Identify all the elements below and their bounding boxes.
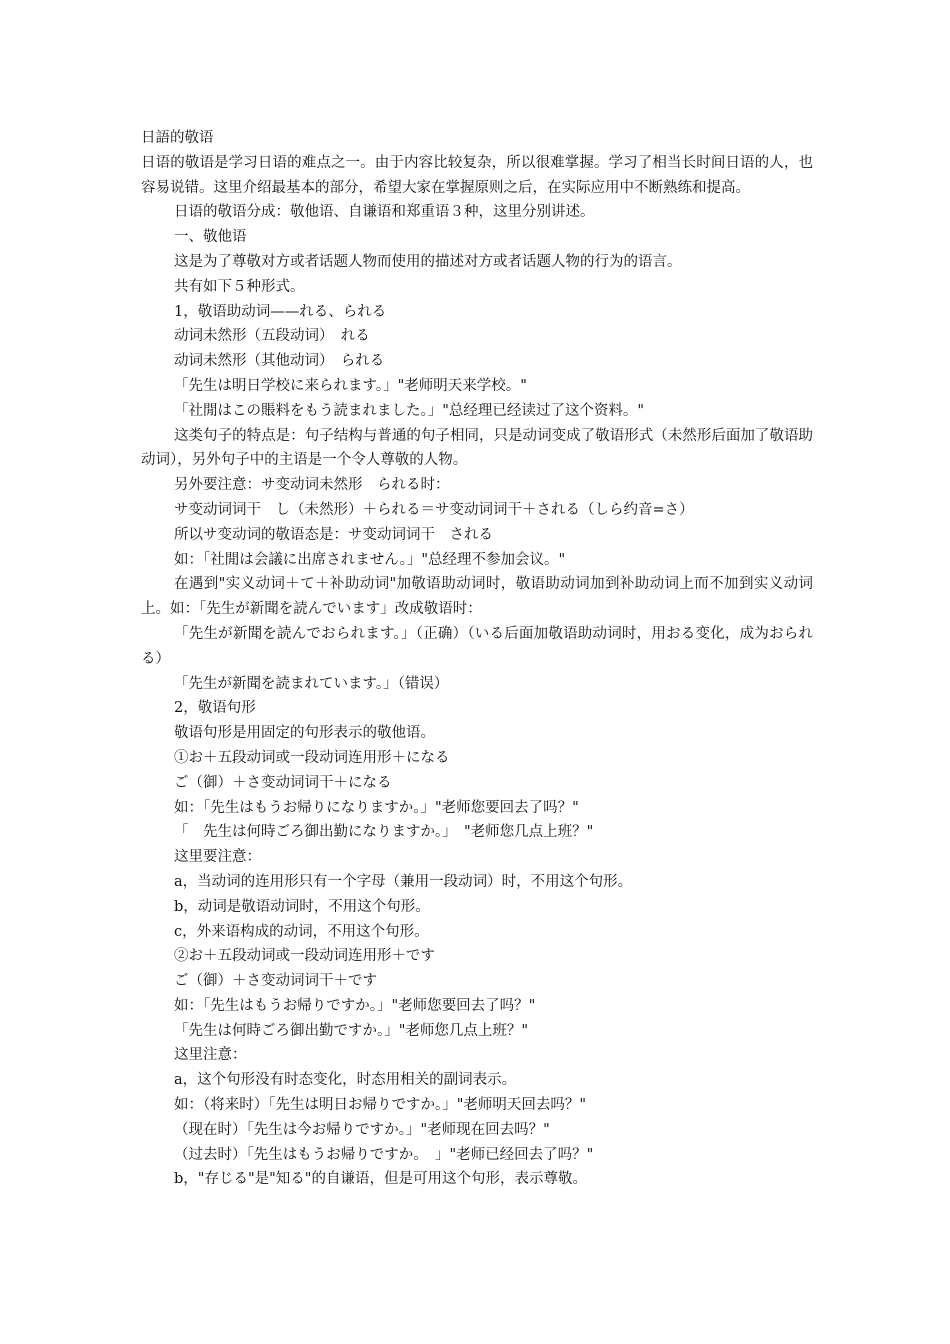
example-line: （过去时）「先生はもうお帰りですか。 」"老师已经回去了吗？" xyxy=(174,1146,594,1163)
text-line: ①お＋五段动词或一段动词连用形＋になる xyxy=(174,749,450,766)
example-line: 如：（将来时）「先生は明日お帰りですか。」"老师明天回去吗？" xyxy=(174,1097,587,1114)
text-paragraph: 在遇到"实义动词＋て＋补助动词"加敬语助动词时，敬语助动词加到补助动词上而不加到实义动词上。如：「先生が新聞を読んでいます」改成敬语时： xyxy=(141,576,813,618)
text-paragraph: 这类句子的特点是：句子结构与普通的句子相同，只是动词变成了敬语形式（未然形后面加了敬语助动词），另外句子中的主语是一个令人尊敬的人物。 xyxy=(141,427,813,469)
text-paragraph: 「先生が新聞を読んでおられます。」（正确）（いる后面加敬语助动词时，用おる变化，成为おられる） xyxy=(141,625,813,667)
example-line: 「 先生は何時ごろ御出勤になりますか。」 "老师您几点上班？" xyxy=(174,824,594,841)
text-line: 所以サ变动词的敬语态是：サ变动词词干 される xyxy=(174,526,493,543)
example-line: （现在时）「先生は今お帰りですか。」"老师现在回去吗？" xyxy=(174,1121,550,1138)
text-line: b，"存じる"是"知る"的自谦语，但是可用这个句形，表示尊敬。 xyxy=(174,1171,587,1188)
text-line: ご（御）＋さ变动词词干＋です xyxy=(174,973,377,990)
text-line: 这是为了尊敬对方或者话题人物而使用的描述对方或者话题人物的行为的语言。 xyxy=(174,253,682,270)
example-line: 「社閒はこの賬料をもう読まれました。」"总经理已经读过了这个资料。" xyxy=(174,402,645,419)
text-line: c，外来语构成的动词，不用这个句形。 xyxy=(174,923,429,940)
example-line: 如：「社閒は会議に出席されません。」"总经理不参加会议。" xyxy=(174,551,566,568)
subsection-heading: 2，敬语句形 xyxy=(174,700,256,717)
text-line: 另外要注意：サ变动词未然形 られる时： xyxy=(174,477,450,494)
intro-paragraph: 日语的敬语是学习日语的难点之一。由于内容比较复杂，所以很难掌握。学习了相当长时间日语的人，也容易说错。这里介绍最基本的部分，希望大家在掌握原则之后，在实际应用中不断熟练和提高。 xyxy=(141,154,813,196)
example-line: 「先生が新聞を読まれています。」（错误） xyxy=(174,675,449,692)
example-line: 如：「先生はもうお帰りですか。」"老师您要回去了吗？" xyxy=(174,997,536,1014)
text-line: 这里要注意： xyxy=(174,849,261,866)
example-line: 如：「先生はもうお帰りになりますか。」"老师您要回去了吗？" xyxy=(174,799,579,816)
text-line: 共有如下５种形式。 xyxy=(174,278,305,295)
text-line: b，动词是敬语动词时，不用这个句形。 xyxy=(174,898,430,915)
text-line: 动词未然形（其他动词） られる xyxy=(174,353,385,370)
document-title: 日語的敬语 xyxy=(141,130,214,146)
text-line: a，当动词的连用形只有一个字母（兼用一段动词）时，不用这个句形。 xyxy=(174,873,633,890)
example-line: 「先生は明日学校に来られます。」"老师明天来学校。" xyxy=(174,377,527,394)
document-page xyxy=(141,126,813,1192)
text-line: 动词未然形（五段动词） れる xyxy=(174,328,370,345)
text-line: サ变动词词干 し（未然形）＋られる＝サ变动词词干＋される（しら约音=さ） xyxy=(174,501,694,518)
text-line: ②お＋五段动词或一段动词连用形＋です xyxy=(174,948,435,965)
subsection-heading: 1，敬语助动词——れる、られる xyxy=(174,303,387,320)
text-line: 这里注意： xyxy=(174,1047,247,1064)
text-line: 敬语句形是用固定的句形表示的敬他语。 xyxy=(174,725,435,742)
section-heading: 一、敬他语 xyxy=(174,229,247,246)
text-line: ご（御）＋さ变动词词干＋になる xyxy=(174,774,392,791)
text-line: a，这个句形没有时态变化，时态用相关的副词表示。 xyxy=(174,1072,517,1089)
text-line: 日语的敬语分成：敬他语、自谦语和郑重语３种，这里分别讲述。 xyxy=(174,204,595,221)
example-line: 「先生は何時ごろ御出勤ですか。」"老师您几点上班？" xyxy=(174,1022,529,1039)
